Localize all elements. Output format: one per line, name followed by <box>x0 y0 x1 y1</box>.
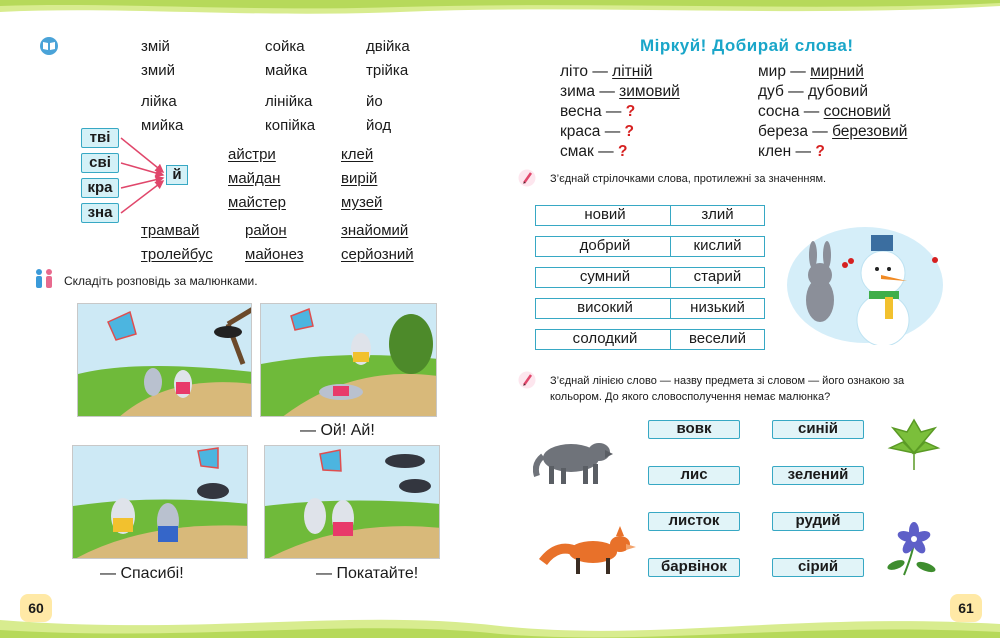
pair-word: ? <box>624 123 634 140</box>
word-triika: трійка <box>366 62 409 79</box>
leaf-illustration <box>885 418 943 474</box>
caption-oi-ai: — Ой! Ай! <box>300 422 375 439</box>
periwinkle-illustration <box>884 515 944 577</box>
word-zmyi: змий <box>141 62 175 79</box>
arrows-to-y <box>119 130 169 220</box>
opposite-word-box[interactable]: новий <box>535 205 675 226</box>
opposite-word-box[interactable]: добрий <box>535 236 675 257</box>
pencil-icon <box>518 370 536 390</box>
opposite-word-box[interactable]: сумний <box>535 267 675 288</box>
story-picture-1 <box>77 303 252 417</box>
syllable-box: зна <box>81 203 119 223</box>
page-number-left: 60 <box>20 594 52 622</box>
pair-row: смак — ? <box>560 143 628 160</box>
syllable-box: сві <box>81 153 119 173</box>
page-title: Міркуй! Добирай слова! <box>640 36 854 55</box>
pair-word: ? <box>625 103 636 120</box>
word-znaiomyi: знайомий <box>341 222 409 239</box>
pair-row: зима — зимовий <box>560 83 680 100</box>
pencil-icon <box>518 168 536 188</box>
fox-illustration <box>538 522 638 577</box>
pair-word: березовий <box>832 123 908 140</box>
word-seriioznyi: серйозний <box>341 246 414 263</box>
syllable-box: кра <box>81 178 119 198</box>
pair-word: клен <box>758 143 792 160</box>
noun-box[interactable]: листок <box>648 512 740 531</box>
word-muzei: музей <box>341 194 383 211</box>
pair-row: дуб — дубовий <box>758 83 869 100</box>
wolf-illustration <box>533 428 613 488</box>
pair-word: краса <box>560 123 601 140</box>
top-decoration <box>0 0 1000 22</box>
opposite-word-box[interactable]: високий <box>535 298 675 319</box>
color-box[interactable]: синій <box>772 420 864 439</box>
noun-box[interactable]: лис <box>648 466 740 485</box>
task-compose-story: Складіть розповідь за малюнками. <box>64 274 258 288</box>
word-liniika: лінійка <box>265 93 313 110</box>
syllable-box: тві <box>81 128 119 148</box>
word-myika: мийка <box>141 117 184 134</box>
story-picture-4 <box>264 445 440 559</box>
word-yod: йод <box>366 117 392 134</box>
snowman-illustration <box>785 215 945 345</box>
story-picture-3 <box>72 445 248 559</box>
noun-box[interactable]: вовк <box>648 420 740 439</box>
opposite-word-box[interactable]: кислий <box>670 236 765 257</box>
pair-word: дуб <box>758 83 784 100</box>
people-icon <box>33 268 55 290</box>
word-aistry: айстри <box>228 146 276 163</box>
pair-row: краса — ? <box>560 123 634 140</box>
color-box[interactable]: зелений <box>772 466 864 485</box>
pair-word: сосновий <box>823 103 891 120</box>
word-liika: лійка <box>141 93 177 110</box>
opposite-word-box[interactable]: солодкий <box>535 329 675 350</box>
word-troleibus: тролейбус <box>141 246 213 263</box>
pair-word: весна <box>560 103 602 120</box>
page-number-right: 61 <box>950 594 982 622</box>
opposite-word-box[interactable]: старий <box>670 267 765 288</box>
pair-word: ? <box>815 143 825 160</box>
pair-row: літо — літній <box>560 63 653 80</box>
pair-word: мирний <box>810 63 864 80</box>
pair-word: сосна <box>758 103 800 120</box>
word-maidan: майдан <box>228 170 281 187</box>
pair-word: зимовий <box>619 83 680 100</box>
pair-row: мир — мирний <box>758 63 864 80</box>
pair-row: сосна — сосновий <box>758 103 891 120</box>
color-box[interactable]: сірий <box>772 558 864 577</box>
pair-word: мир <box>758 63 786 80</box>
opposite-word-box[interactable]: низький <box>670 298 765 319</box>
word-zmii: змій <box>141 38 170 55</box>
opposite-word-box[interactable]: веселий <box>670 329 765 350</box>
word-klei: клей <box>341 146 374 163</box>
word-maister: майстер <box>228 194 286 211</box>
caption-pokataite: — Покатайте! <box>316 565 419 582</box>
pair-word: літній <box>612 63 653 80</box>
book-icon <box>38 37 60 55</box>
color-box[interactable]: рудий <box>772 512 864 531</box>
word-tramvai: трамвай <box>141 222 200 239</box>
pair-word: літо <box>560 63 589 80</box>
pair-row: клен — ? <box>758 143 825 160</box>
pair-word: смак <box>560 143 594 160</box>
task-connect-opposites: З’єднай стрілочками слова, протилежні за значенням. <box>550 173 827 185</box>
opposite-word-box[interactable]: злий <box>670 205 765 226</box>
word-soika: сойка <box>265 38 305 55</box>
noun-box[interactable]: барвінок <box>648 558 740 577</box>
word-kopiika: копійка <box>265 117 316 134</box>
task-connect-colors: З’єднай лінією слово — назву предмета зі словом — його ознакою за кольором. До якого словосполучення немає малюнка? <box>550 375 905 403</box>
word-maika: майка <box>265 62 308 79</box>
pair-word: дубовий <box>807 83 869 100</box>
word-vyrii: вирій <box>341 170 378 187</box>
pair-word: зима <box>560 83 596 100</box>
word-maionez: майонез <box>245 246 304 263</box>
story-picture-2 <box>260 303 437 417</box>
letter-y-box: й <box>166 165 188 185</box>
caption-spasybi: — Спасибі! <box>100 565 184 582</box>
word-raion: район <box>245 222 287 239</box>
word-yo: йо <box>366 93 383 110</box>
pair-row: береза — березовий <box>758 123 908 140</box>
word-dviika: двійка <box>366 38 410 55</box>
pair-word: береза <box>758 123 808 140</box>
pair-row: весна — ? <box>560 103 636 120</box>
bottom-decoration <box>0 598 1000 638</box>
pair-word: ? <box>617 143 628 160</box>
